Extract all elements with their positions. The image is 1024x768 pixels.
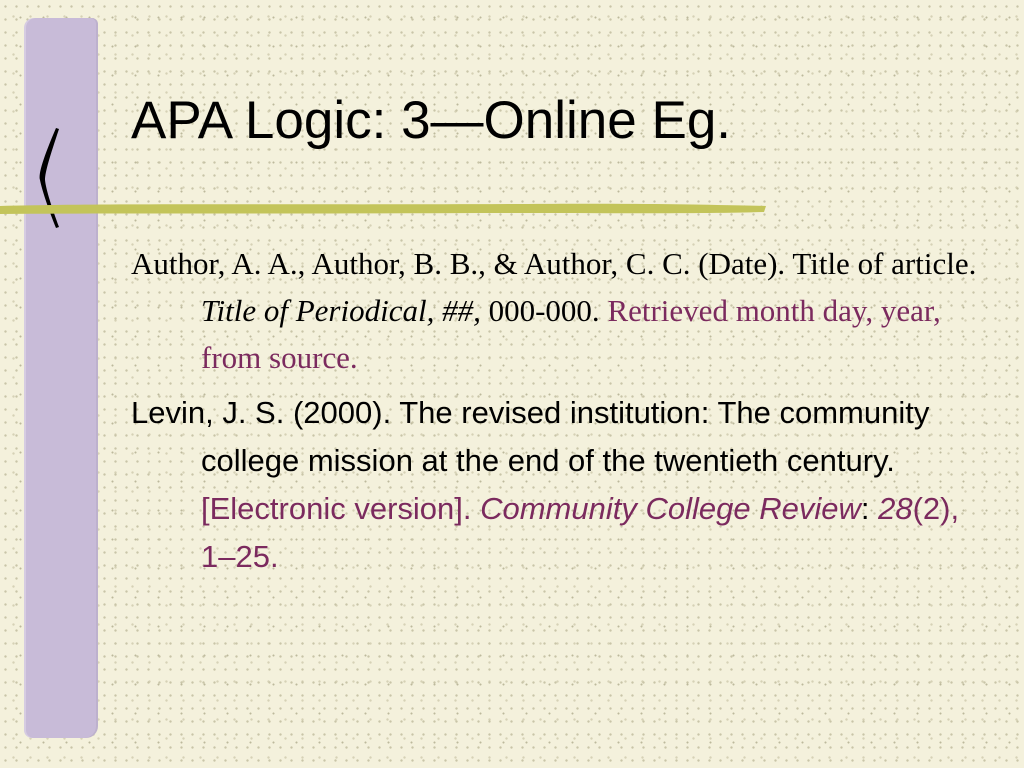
reference-example-colon: : — [860, 491, 879, 526]
reference-example-authors: Levin, J. S. (2000). — [131, 395, 400, 430]
reference-template-article: Title of article. — [792, 246, 977, 281]
reference-example-electronic: [Electronic version]. — [201, 491, 481, 526]
reference-example-issue-pages: (2), 1–25. — [201, 491, 960, 574]
reference-example-title: The revised institution: The community college mission at the end of the twentieth century. — [201, 395, 930, 478]
reference-template-periodical: Title of Periodical, ##, — [201, 293, 481, 328]
reference-template-authors: Author, A. A., Author, B. B., & Author, C. C. (Date). — [131, 246, 786, 281]
reference-example — [131, 389, 1001, 581]
reference-example-journal: Community College Review — [480, 491, 861, 526]
slide-title: APA Logic: 3—Online Eg. — [131, 91, 732, 150]
reference-template-pages: 000-000. — [480, 293, 600, 328]
reference-example-volume: 28 — [878, 491, 913, 526]
title-underline — [0, 197, 770, 219]
reference-template-retrieved: Retrieved month day, year, from source. — [201, 293, 941, 375]
reference-list — [131, 240, 1001, 589]
reference-template — [131, 240, 1001, 381]
